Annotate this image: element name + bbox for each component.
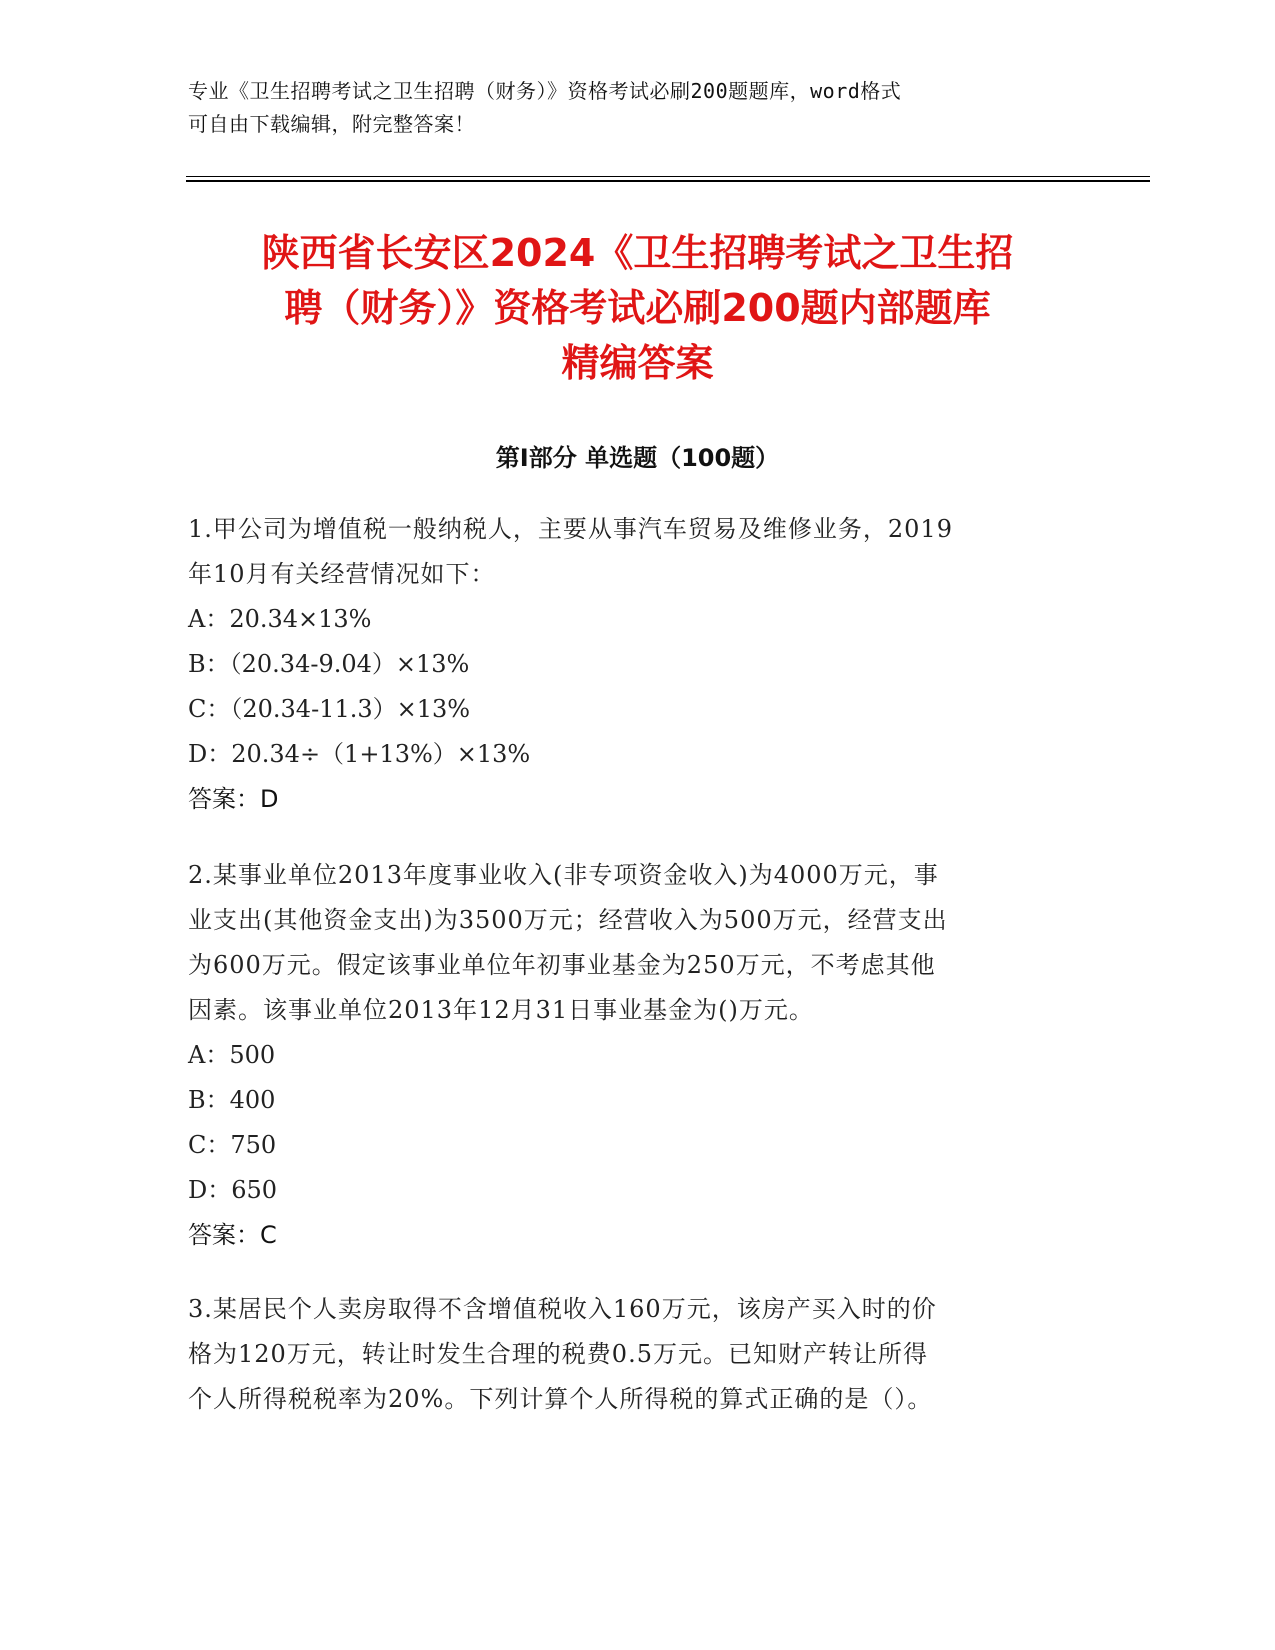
- question-2-option-a: A：500: [188, 1041, 276, 1069]
- title-line-3: 精编答案: [561, 341, 714, 385]
- header-note-line-1: 专业《卫生招聘考试之卫生招聘（财务）》资格考试必刷200题题库，word格式: [188, 79, 902, 103]
- question-1-option-d: D：20.34÷（1+13%）×13%: [188, 740, 531, 768]
- header-note-line-2: 可自由下载编辑，附完整答案！: [188, 112, 475, 136]
- document-title: [150, 226, 1125, 391]
- question-2-answer: 答案：C: [188, 1221, 277, 1249]
- question-2-stem-line-1: 2.某事业单位2013年度事业收入(非专项资金收入)为4000万元，事: [188, 861, 939, 889]
- header-divider-thick: [186, 180, 1150, 182]
- question-1-stem-line-1: 1.甲公司为增值税一般纳税人，主要从事汽车贸易及维修业务，2019: [188, 515, 953, 543]
- question-2-stem-line-4: 因素。该事业单位2013年12月31日事业基金为()万元。: [188, 996, 814, 1024]
- question-1-stem-line-2: 年10月有关经营情况如下：: [188, 560, 496, 588]
- title-line-1: 陕西省长安区2024《卫生招聘考试之卫生招: [261, 231, 1014, 275]
- question-1-option-b: B：（20.34-9.04）×13%: [188, 650, 470, 678]
- section-title: 第Ⅰ部分 单选题（100题）: [495, 444, 780, 472]
- question-2-option-d: D：650: [188, 1176, 278, 1204]
- title-line-2: 聘（财务）》资格考试必刷200题内部题库: [284, 286, 991, 330]
- question-3-stem-line-1: 3.某居民个人卖房取得不含增值税收入160万元，该房产买入时的价: [188, 1295, 937, 1323]
- question-2-stem-line-3: 为600万元。假定该事业单位年初事业基金为250万元，不考虑其他: [188, 951, 936, 979]
- question-1-option-c: C：（20.34-11.3）×13%: [188, 695, 471, 723]
- question-2-option-c: C：750: [188, 1131, 277, 1159]
- question-2-option-b: B：400: [188, 1086, 276, 1114]
- question-3-stem-line-3: 个人所得税税率为20%。下列计算个人所得税的算式正确的是（）。: [188, 1385, 933, 1413]
- question-2-stem-line-2: 业支出(其他资金支出)为3500万元；经营收入为500万元，经营支出: [188, 906, 948, 934]
- header-divider-thin: [186, 176, 1150, 177]
- question-1-answer: 答案：D: [188, 785, 279, 813]
- question-1-option-a: A：20.34×13%: [188, 605, 372, 633]
- question-3: [188, 1287, 1068, 1422]
- question-2: [188, 853, 1068, 1258]
- question-3-stem-line-2: 格为120万元，转让时发生合理的税费0.5万元。已知财产转让所得: [188, 1340, 928, 1368]
- question-1: [188, 507, 1068, 822]
- header-note: [188, 75, 1068, 141]
